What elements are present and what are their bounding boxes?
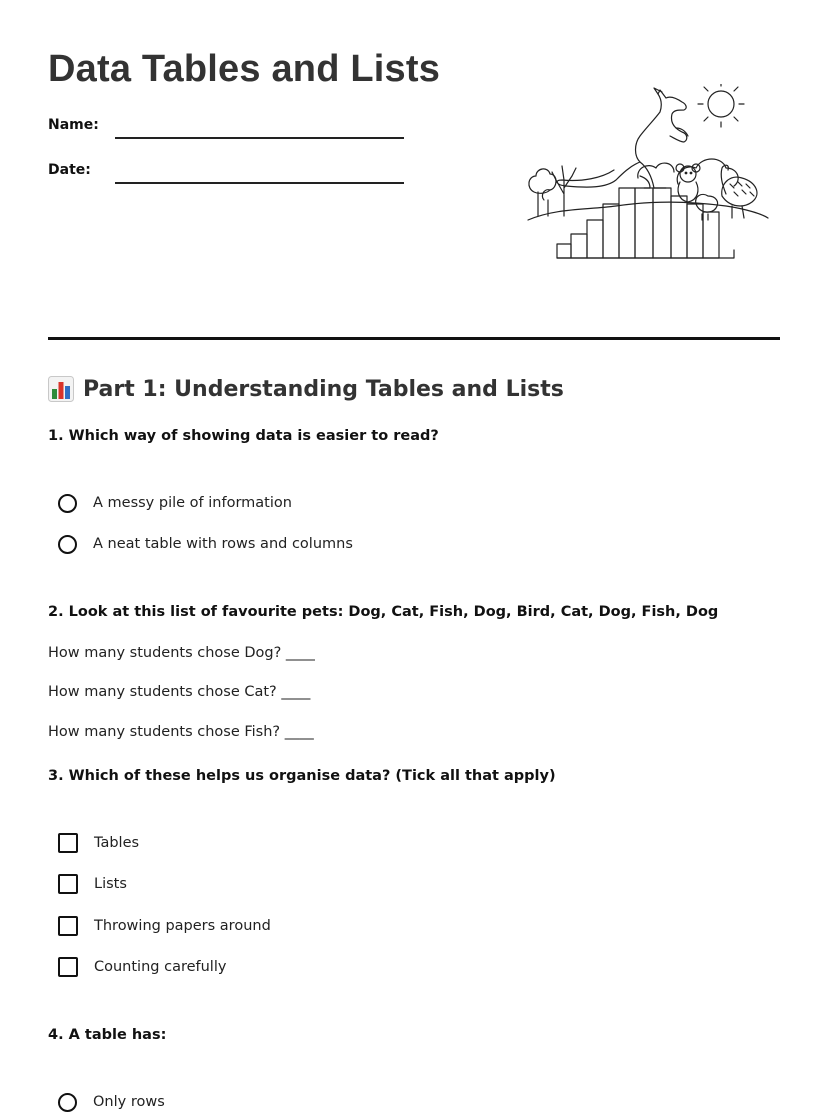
- name-label: Name:: [48, 117, 99, 133]
- date-label: Date:: [48, 162, 91, 178]
- name-field: [48, 117, 408, 141]
- radio-button[interactable]: [58, 494, 77, 513]
- checkbox[interactable]: [58, 957, 78, 977]
- option-label: Only rows: [93, 1094, 165, 1110]
- question-3: 3. Which of these helps us organise data? (Tick all that apply): [48, 768, 556, 784]
- option-label: Tables: [94, 835, 140, 851]
- q1-option-1[interactable]: [58, 491, 292, 515]
- date-field: [48, 162, 408, 186]
- option-label: A neat table with rows and columns: [93, 536, 353, 552]
- emu-icon: [721, 165, 757, 218]
- answer-line-fish[interactable]: How many students chose Fish? ____: [48, 724, 314, 740]
- q3-option-1[interactable]: [58, 831, 139, 855]
- option-label: Counting carefully: [94, 959, 227, 975]
- radio-button[interactable]: [58, 535, 77, 554]
- q4-option-1[interactable]: [58, 1090, 165, 1114]
- bar-chart-emoji-icon: [48, 376, 74, 402]
- checkbox[interactable]: [58, 916, 78, 936]
- option-label: A messy pile of information: [93, 495, 292, 511]
- question-4: 4. A table has:: [48, 1027, 167, 1043]
- section-divider: [48, 337, 780, 340]
- checkbox[interactable]: [58, 833, 78, 853]
- answer-line-dog[interactable]: How many students chose Dog? ____: [48, 645, 315, 661]
- checkbox[interactable]: [58, 874, 78, 894]
- sun-icon: [698, 84, 744, 127]
- q3-option-2[interactable]: [58, 872, 127, 896]
- q3-option-3[interactable]: [58, 914, 271, 938]
- bird-icon: [696, 194, 718, 220]
- section-heading: [48, 374, 564, 404]
- question-1: 1. Which way of showing data is easier to read?: [48, 428, 439, 444]
- option-label: Lists: [94, 876, 127, 892]
- date-write-line[interactable]: [115, 182, 404, 184]
- q3-option-4[interactable]: [58, 955, 226, 979]
- radio-button[interactable]: [58, 1093, 77, 1112]
- name-write-line[interactable]: [115, 137, 404, 139]
- option-label: Throwing papers around: [94, 918, 271, 934]
- page-title: Data Tables and Lists: [48, 48, 441, 90]
- answer-line-cat[interactable]: How many students chose Cat? ____: [48, 684, 311, 700]
- kangaroo-bar-chart-illustration: [526, 84, 770, 264]
- koala-icon: [676, 164, 700, 202]
- tree-icon: [529, 166, 576, 216]
- question-2: 2. Look at this list of favourite pets: Dog, Cat, Fish, Dog, Bird, Cat, Dog, Fish, Dog: [48, 604, 719, 620]
- section-title: Part 1: Understanding Tables and Lists: [83, 376, 564, 402]
- kangaroo-icon: [557, 88, 688, 188]
- bar-chart-drawing: [557, 188, 734, 258]
- q1-option-2[interactable]: [58, 532, 353, 556]
